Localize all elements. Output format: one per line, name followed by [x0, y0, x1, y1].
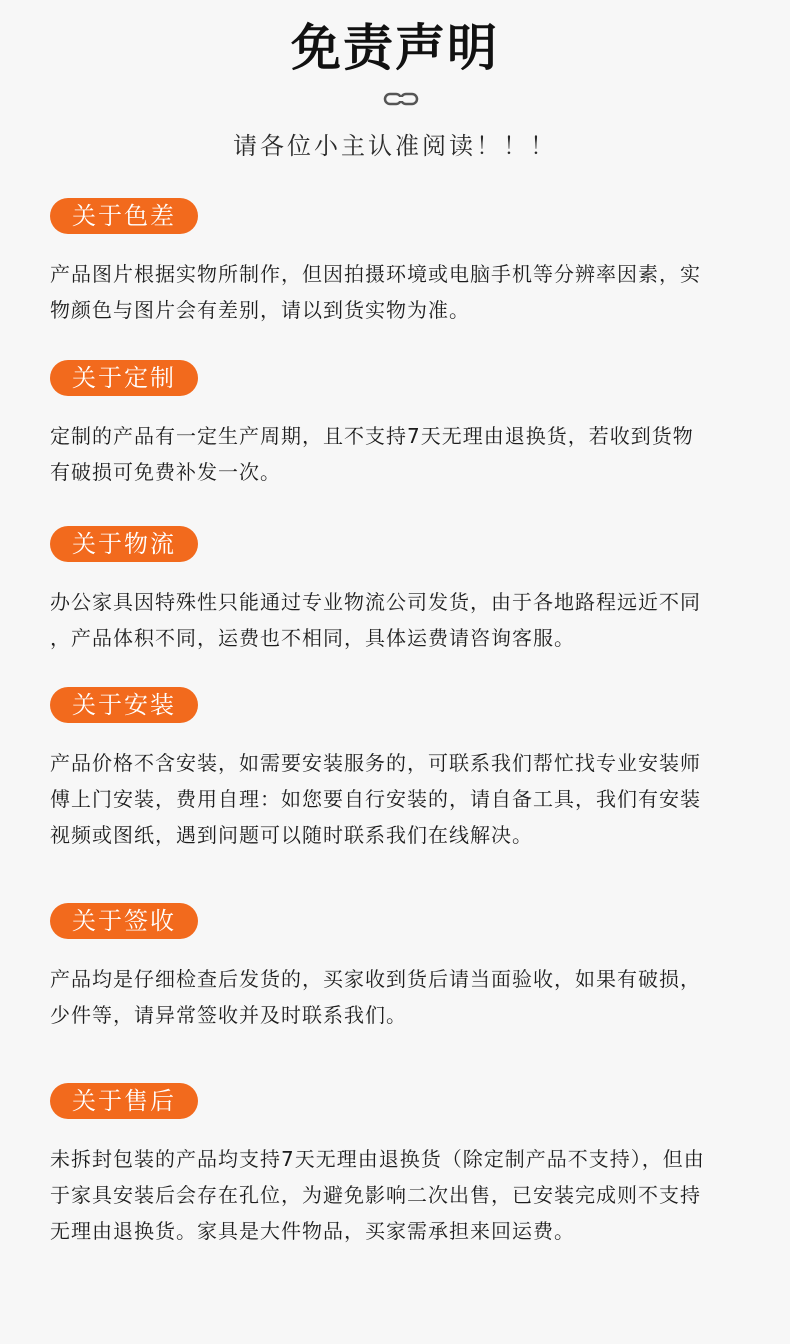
- section-installation: [50, 687, 750, 853]
- page-title: 免责声明: [291, 19, 499, 77]
- section-logistics: [50, 526, 750, 656]
- section-color-difference: [50, 198, 750, 328]
- section-text: 未拆封包装的产品均支持7天无理由退换货（除定制产品不支持），但由 于家具安装后会存在孔位，为避免影响二次出售，已安装完成则不支持 无理由退换货。家具是大件物品，买家需承担来回运费。: [50, 1147, 705, 1243]
- section-text: 办公家具因特殊性只能通过专业物流公司发货，由于各地路程远近不同 ，产品体积不同，运费也不相同，具体运费请咨询客服。: [50, 590, 701, 650]
- section-tag: 关于签收: [50, 903, 198, 939]
- section-tag: 关于物流: [50, 526, 198, 562]
- section-text: 定制的产品有一定生产周期，且不支持7天无理由退换货，若收到货物 有破损可免费补发一次。: [50, 424, 694, 484]
- section-after-sales: [50, 1083, 750, 1249]
- section-tag: 关于色差: [50, 198, 198, 234]
- section-text: 产品图片根据实物所制作，但因拍摄环境或电脑手机等分辨率因素，实 物颜色与图片会有差别，请以到货实物为准。: [50, 262, 701, 322]
- section-tag: 关于售后: [50, 1083, 198, 1119]
- section-tag: 关于定制: [50, 360, 198, 396]
- section-tag: 关于安装: [50, 687, 198, 723]
- page-subtitle: 请各位小主认准阅读！！！: [233, 132, 557, 160]
- section-text: 产品价格不含安装，如需要安装服务的，可联系我们帮忙找专业安装师 傅上门安装，费用自理：如您要自行安装的，请自备工具，我们有安装 视频或图纸，遇到问题可以随时联系我们在线解决。: [50, 751, 701, 847]
- section-receipt: [50, 903, 750, 1033]
- link-icon: [383, 88, 419, 110]
- section-customization: [50, 360, 750, 490]
- section-text: 产品均是仔细检查后发货的，买家收到货后请当面验收，如果有破损， 少件等，请异常签收并及时联系我们。: [50, 967, 701, 1027]
